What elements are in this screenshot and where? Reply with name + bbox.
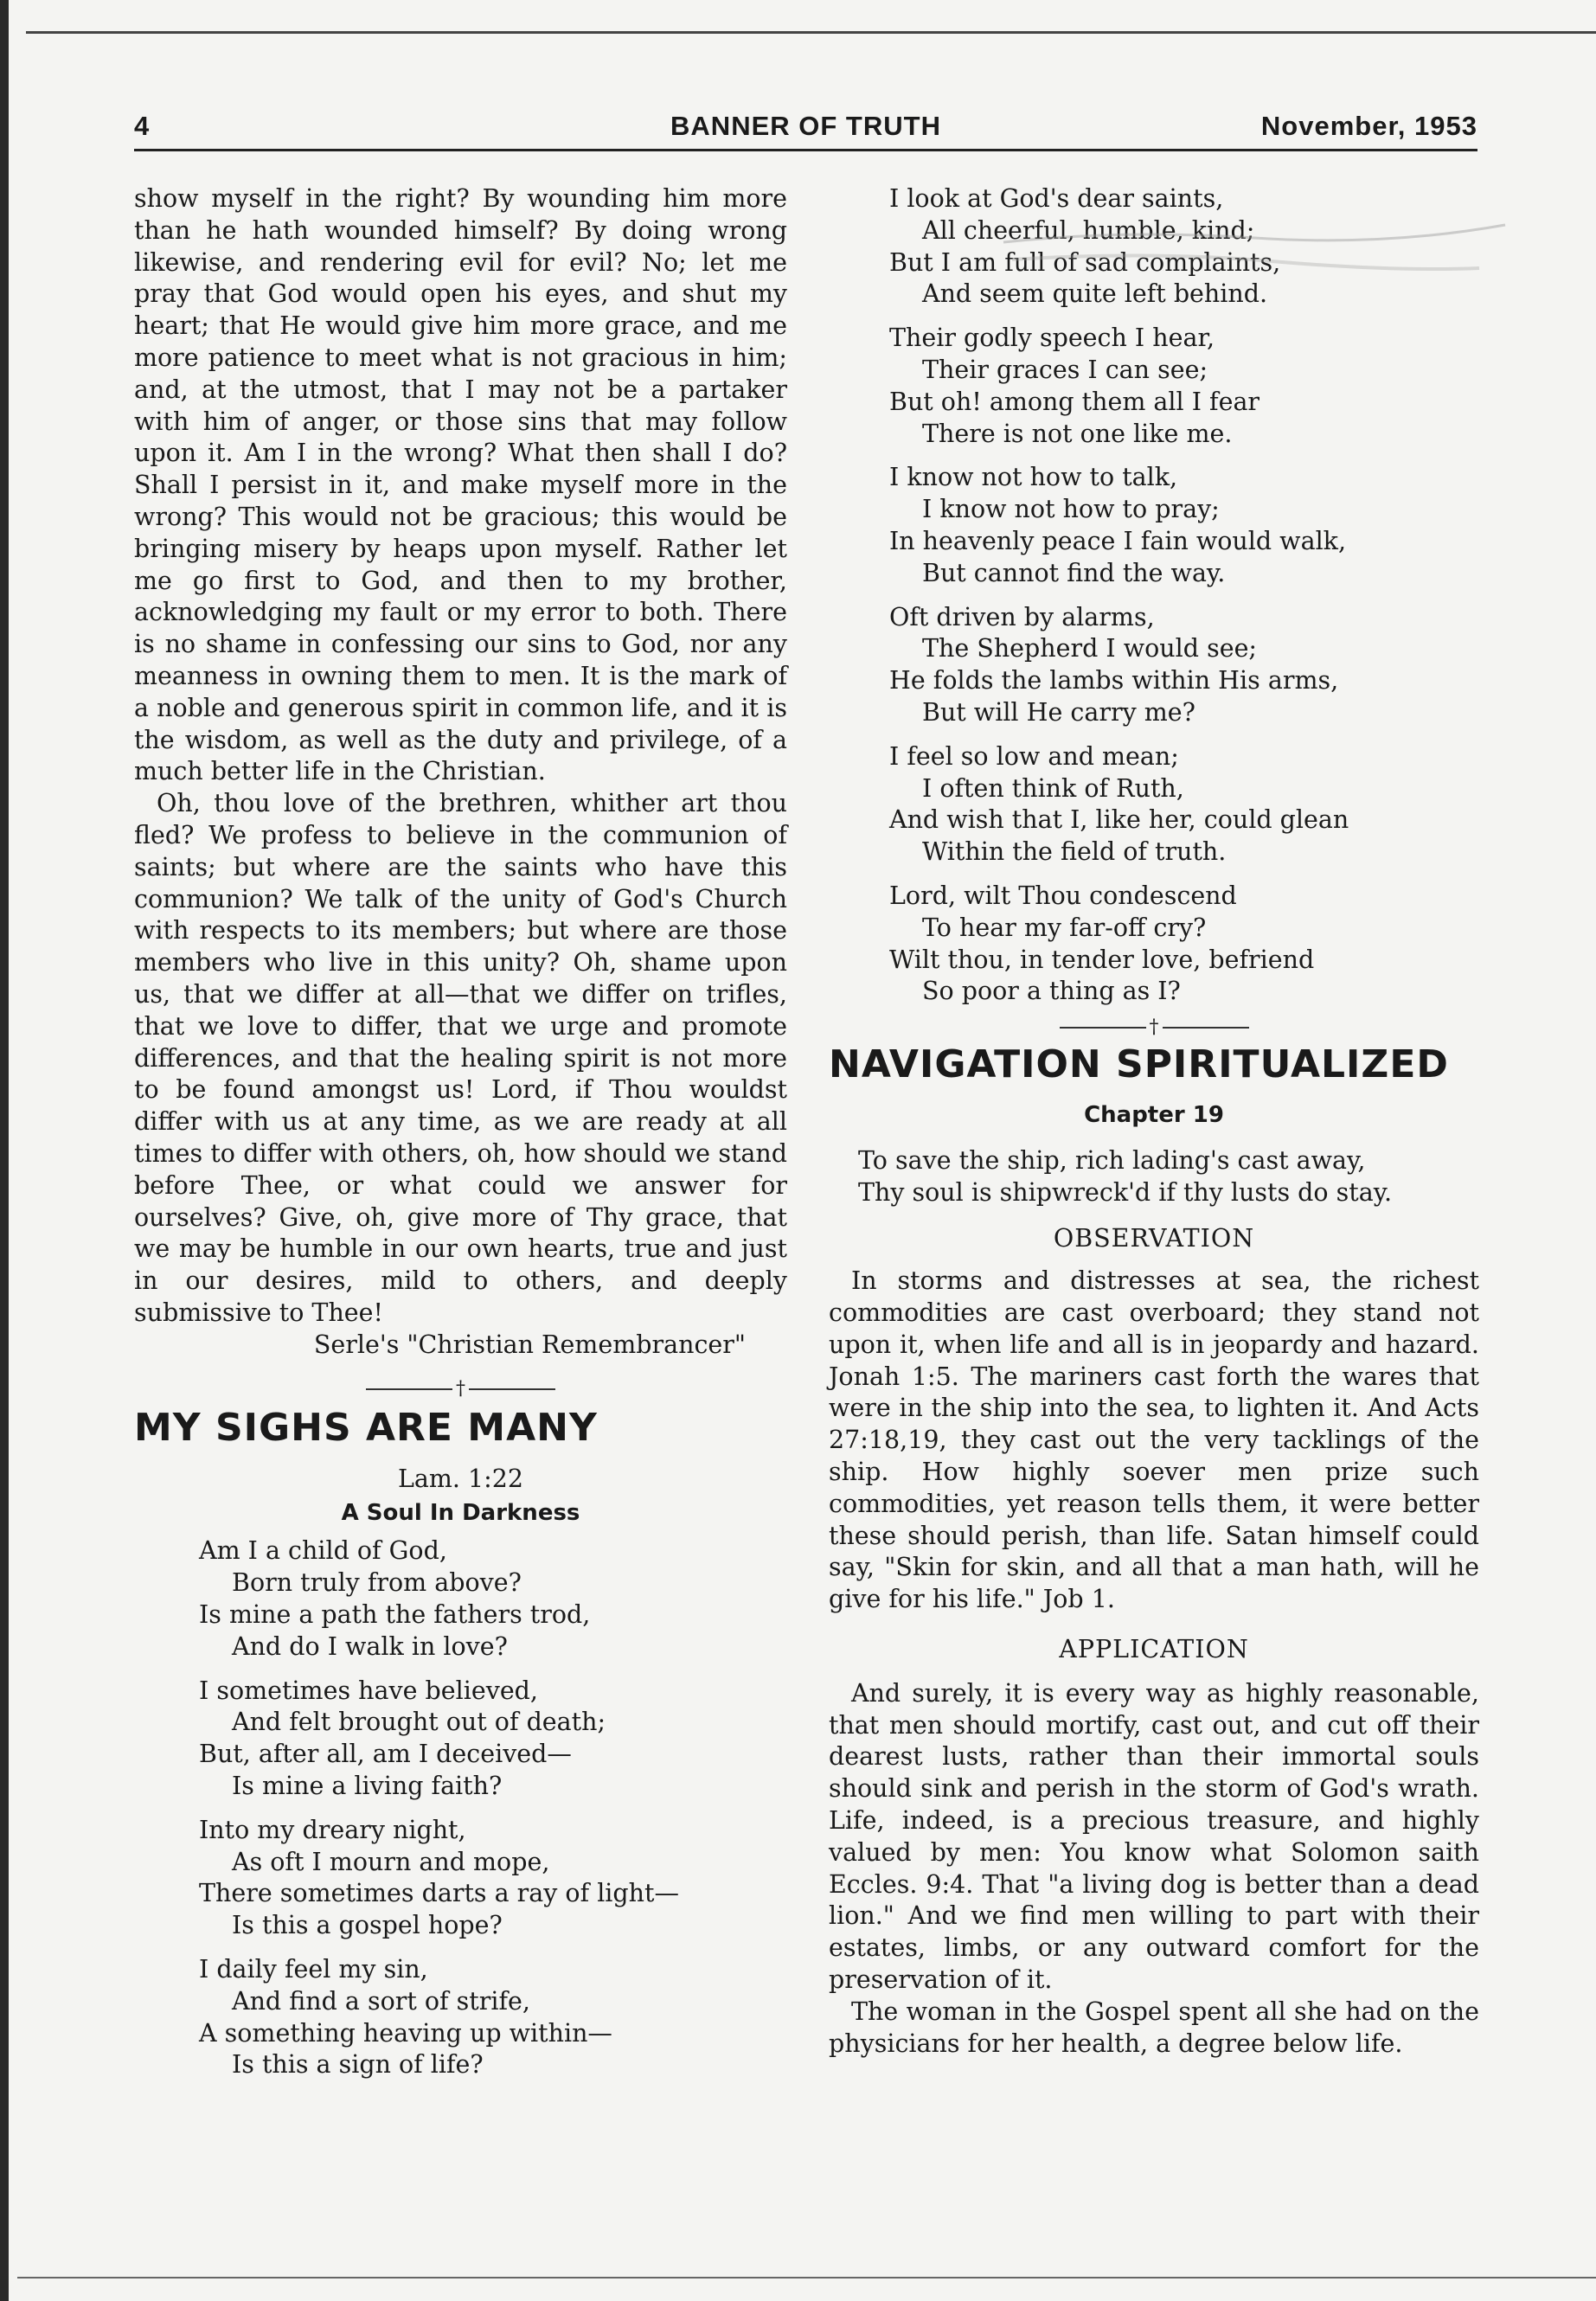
poem-line: All cheerful, humble, kind;	[922, 215, 1255, 245]
poem-line: I know not how to talk,	[889, 463, 1178, 492]
poem-stanza	[199, 1535, 787, 1663]
article-paragraph: Oh, thou love of the brethren, whither art thou fled? We profess to believe in the communion of saints; but where are the saints who have this communion? We talk of the unity of God's Church with respects to its members; but where are those members who live in this unity? Oh, shame upon us, that we differ at all—that we differ on trifles, that we love to differ, that we urge and promote differences, and that the healing spirit is not more to be found amongst us! Lord, if Thou wouldst differ with us at any time, as we are ready at all times to differ with others, oh, how should we stand before Thee, or what could we answer for ourselves? Give, oh, give more of Thy grace, that we may be humble in our own hearts, true and just in our desires, mild to others, and deeply submissive to Thee!	[134, 789, 787, 1327]
couplet-line: Thy soul is shipwreck'd if thy lusts do stay.	[858, 1178, 1393, 1208]
poem-stanza	[889, 183, 1479, 311]
poem-line: But cannot find the way.	[922, 558, 1226, 587]
scan-edge-bottom	[17, 2277, 1596, 2279]
poem-line: Am I a child of God,	[199, 1536, 447, 1566]
article-attribution: Serle's "Christian Remembrancer"	[313, 1330, 746, 1359]
poem-line: I know not how to pray;	[922, 495, 1220, 524]
running-header	[134, 111, 1477, 149]
scan-edge-top	[26, 31, 1596, 34]
poem-line: And do I walk in love?	[232, 1631, 508, 1661]
issue-date: November, 1953	[1260, 111, 1477, 141]
poem-stanza	[889, 323, 1479, 450]
section-divider	[829, 1015, 1479, 1041]
cross-icon: †	[456, 1378, 465, 1400]
publication-title: BANNER OF TRUTH	[670, 111, 941, 141]
poem-line: I sometimes have believed,	[199, 1676, 538, 1705]
article-title: NAVIGATION SPIRITUALIZED	[829, 1042, 1449, 1087]
poem-line: Into my dreary night,	[199, 1815, 466, 1844]
page-number: 4	[134, 111, 150, 141]
poem-line: But will He carry me?	[922, 697, 1195, 727]
chapter-couplet	[829, 1144, 1479, 1208]
poem-line: There is not one like me.	[922, 419, 1233, 448]
poem-stanza	[199, 1815, 787, 1942]
poem-line: But I am full of sad complaints,	[889, 247, 1281, 277]
poem-line: Born truly from above?	[232, 1568, 522, 1598]
left-column	[134, 183, 787, 2093]
poem-line: I feel so low and mean;	[889, 741, 1179, 771]
section-divider	[134, 1376, 787, 1402]
poem-stanza	[199, 1676, 787, 1803]
scan-edge-left	[0, 0, 9, 2301]
poem-line: He folds the lambs within His arms,	[889, 666, 1339, 695]
poem-line: Their graces I can see;	[922, 355, 1208, 384]
poem-line: And felt brought out of death;	[232, 1708, 606, 1737]
cross-icon: †	[1149, 1016, 1159, 1039]
chapter-label: Chapter 19	[1084, 1102, 1224, 1129]
poem-title: MY SIGHS ARE MANY	[134, 1406, 598, 1451]
application-paragraph: And surely, it is every way as highly reasonable, that men should mortify, cast out, and cut off their dearest lusts, rather than their immortal souls should sink and perish in the storm of God's wrath. Life, indeed, is a precious treasure, and highly valued by men: You know what Solomon saith Eccles. 9:4. That "a living dog is better than a dead lion." And we find men willing to part with their estates, limbs, or any outward comfort for the preservation of it.	[829, 1678, 1479, 1995]
couplet-line: To save the ship, rich lading's cast away,	[858, 1146, 1366, 1176]
poem-line: Oft driven by alarms,	[889, 602, 1155, 631]
poem-stanza	[889, 881, 1479, 1008]
application-section	[829, 1678, 1479, 2061]
poem-line: Is mine a living faith?	[232, 1772, 503, 1801]
poem-line: I look at God's dear saints,	[889, 184, 1224, 213]
poem-stanza	[889, 602, 1479, 729]
poem-left	[134, 1535, 787, 2081]
poem-stanza	[199, 1954, 787, 2081]
observation-section	[829, 1266, 1479, 1616]
poem-line: There sometimes darts a ray of light—	[199, 1879, 679, 1908]
poem-line: Lord, wilt Thou condescend	[889, 881, 1237, 910]
poem-line: Their godly speech I hear,	[889, 324, 1215, 353]
poem-line: Is this a sign of life?	[232, 2050, 484, 2080]
poem-line: The Shepherd I would see;	[922, 634, 1258, 663]
right-column	[829, 183, 1479, 2060]
poem-line: I daily feel my sin,	[199, 1955, 428, 1984]
poem-line: And seem quite left behind.	[922, 279, 1268, 309]
poem-line: But, after all, am I deceived—	[199, 1740, 572, 1769]
article-paragraph: show myself in the right? By wounding him more than he hath wounded himself? By doing wrong likewise, and rendering evil for evil? No; let me pray that God would open his eyes, and shut my heart; that He would give him more grace, and me more patience to meet what is not gracious in him; and, at the utmost, that I may not be a partaker with him of anger, or those sins that may follow upon it. Am I in the wrong? What then shall I do? Shall I persist in it, and make myself more in the wrong? This would not be gracious; this would be bringing misery by heaps upon myself. Rather let me go first to God, and then to my brother, acknowledging my fault or my error to both. There is no shame in confessing our sins to God, nor any meanness in owning them to men. It is the mark of a noble and generous spirit in common life, and it is the wisdom, as well as the duty and privilege, of a much better life in the Christian.	[134, 184, 787, 786]
observation-heading: OBSERVATION	[1053, 1224, 1255, 1253]
poem-line: So poor a thing as I?	[922, 977, 1181, 1006]
poem-line: But oh! among them all I fear	[889, 387, 1260, 416]
poem-line: Within the field of truth.	[922, 837, 1227, 867]
poem-line: A something heaving up within—	[199, 2018, 612, 2048]
poem-subtitle: A Soul In Darkness	[341, 1500, 580, 1527]
continued-article	[134, 183, 787, 1330]
application-heading: APPLICATION	[1059, 1634, 1249, 1663]
poem-line: Is this a gospel hope?	[232, 1911, 503, 1940]
poem-right	[829, 183, 1479, 1008]
poem-line: Wilt thou, in tender love, befriend	[889, 945, 1315, 974]
poem-line: In heavenly peace I fain would walk,	[889, 526, 1347, 555]
header-rule	[134, 149, 1477, 151]
poem-line: And wish that I, like her, could glean	[889, 805, 1349, 835]
observation-paragraph: In storms and distresses at sea, the richest commodities are cast overboard; they stand not upon it, when life and all is in jeopardy and hazard. Jonah 1:5. The mariners cast forth the wares that were in the ship into the sea, to lighten it. And Acts 27:18,19, they cast out the very tacklings of the ship. How highly soever men prize such commodities, yet reason tells them, it were better these should perish, than life. Satan himself could say, "Skin for skin, and all that a man hath, will he give for his life." Job 1.	[829, 1266, 1479, 1614]
poem-line: Is mine a path the fathers trod,	[199, 1600, 591, 1630]
poem-line: And find a sort of strife,	[232, 1986, 530, 2016]
poem-line: As oft I mourn and mope,	[232, 1847, 550, 1876]
application-paragraph: The woman in the Gospel spent all she had on the physicians for her health, a degree below life.	[829, 1997, 1479, 2058]
poem-line: To hear my far-off cry?	[922, 913, 1207, 942]
poem-line: I often think of Ruth,	[922, 773, 1184, 803]
poem-reference: Lam. 1:22	[397, 1465, 524, 1494]
poem-stanza	[889, 462, 1479, 589]
poem-stanza	[889, 741, 1479, 868]
